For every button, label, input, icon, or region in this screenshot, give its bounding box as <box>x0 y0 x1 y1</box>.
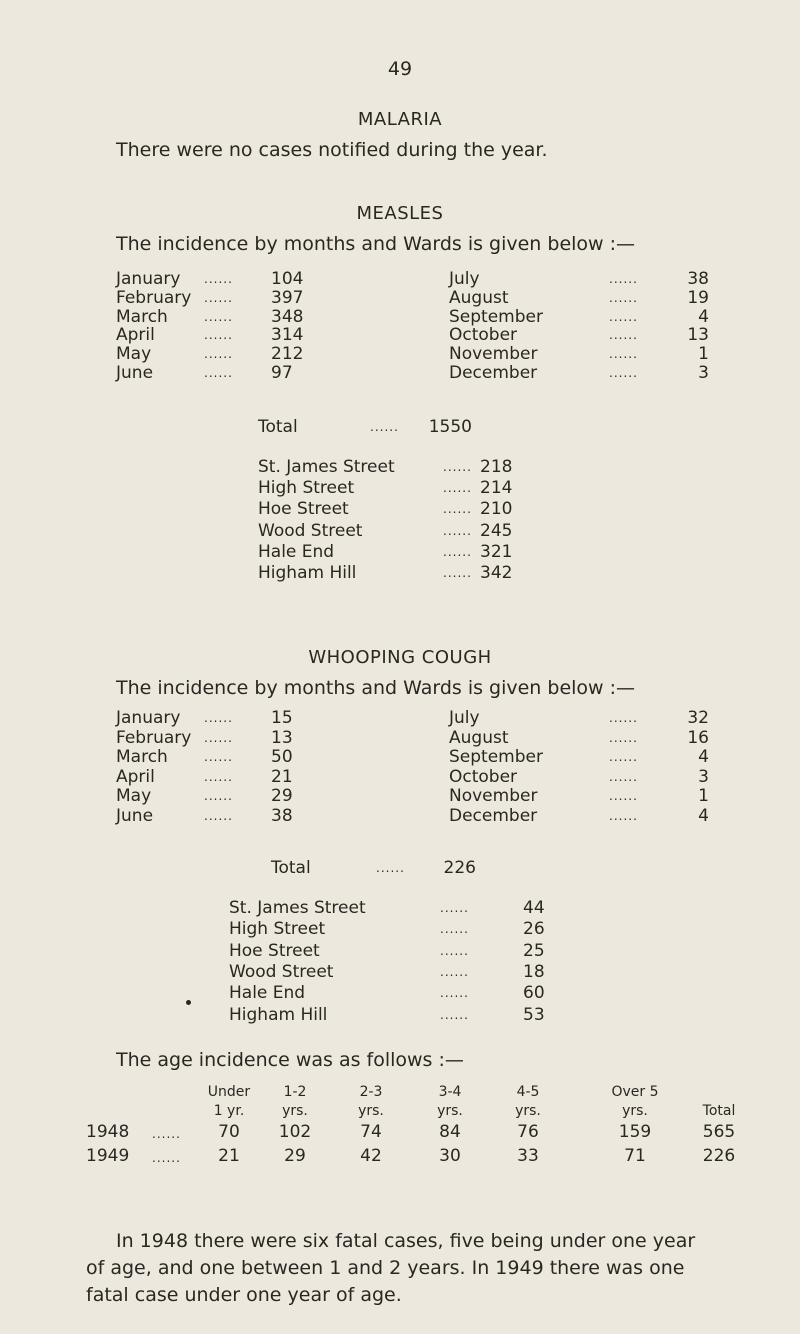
leader-dots: ...... <box>443 566 472 580</box>
month-name: March <box>116 306 168 327</box>
month-name: December <box>449 363 538 383</box>
age-cell: 159 <box>618 1122 652 1142</box>
malaria-heading: MALARIA <box>357 109 443 130</box>
ward-row <box>229 983 589 1005</box>
leader-dots: ...... <box>609 290 638 305</box>
age-header-top: Under <box>207 1084 251 1100</box>
month-row: February ...... 13 <box>116 727 293 748</box>
age-cell: 76 <box>517 1122 539 1142</box>
age-cell: 70 <box>218 1122 240 1142</box>
leader-dots: ...... <box>440 901 469 915</box>
leader-dots: ...... <box>204 769 233 784</box>
leader-dots: ...... <box>204 328 233 343</box>
ward-row <box>258 457 618 479</box>
month-row: April ...... 21 <box>116 766 293 787</box>
leader-dots: ...... <box>204 272 233 286</box>
month-name: June <box>116 805 154 826</box>
leader-dots: ...... <box>443 502 472 517</box>
age-cell: 71 <box>624 1146 646 1166</box>
age-header-top: 3-4 <box>438 1084 462 1100</box>
ward-name: St. James Street <box>258 457 395 477</box>
ward-name: Wood Street <box>229 961 334 982</box>
age-header-top: 1-2 <box>283 1084 307 1100</box>
leader-dots: ...... <box>443 460 472 474</box>
month-value: 3 <box>698 363 709 383</box>
leader-dots: ...... <box>440 943 469 958</box>
ward-row <box>229 962 589 984</box>
month-value: 1 <box>698 344 709 365</box>
ward-row <box>229 941 589 963</box>
month-name: September <box>449 306 543 327</box>
leader-dots: ...... <box>204 366 233 380</box>
month-name: November <box>449 786 538 806</box>
age-header-bottom: Total <box>702 1103 736 1119</box>
leader-dots: ...... <box>609 730 638 745</box>
leader-dots: ...... <box>443 544 472 559</box>
leader-dots: ...... <box>204 711 233 725</box>
measles-total-row <box>258 417 558 439</box>
ward-value: 214 <box>480 478 513 499</box>
leader-dots: ...... <box>609 789 638 803</box>
leader-dots: ...... <box>204 730 233 745</box>
leader-dots: ...... <box>152 1151 181 1165</box>
month-name: August <box>449 287 509 308</box>
month-name: July <box>449 708 480 728</box>
age-row-year: 1949 <box>86 1146 130 1166</box>
ward-value: 342 <box>480 563 513 583</box>
month-row <box>449 806 714 828</box>
leader-dots: ...... <box>609 366 638 380</box>
leader-dots: ...... <box>609 769 638 784</box>
ward-value: 245 <box>480 520 513 541</box>
ward-row <box>258 478 618 500</box>
month-name: January <box>116 269 181 289</box>
month-row: January ...... 15 <box>116 708 293 728</box>
whooping-cough-total-row <box>271 858 531 880</box>
month-name: June <box>116 363 154 383</box>
age-header-top: Over 5 <box>611 1084 659 1100</box>
age-header-bottom: yrs. <box>515 1103 541 1119</box>
leader-dots: ...... <box>204 808 233 823</box>
age-header-top: 4-5 <box>516 1084 540 1100</box>
age-header-top: 2-3 <box>359 1084 383 1100</box>
month-name: February <box>116 727 192 748</box>
ward-row <box>258 521 618 543</box>
leader-dots: ...... <box>443 481 472 496</box>
ward-value: 210 <box>480 499 513 520</box>
month-row <box>449 363 714 385</box>
ward-name: St. James Street <box>229 898 366 918</box>
total-value: 226 <box>443 858 476 878</box>
month-name: February <box>116 287 192 308</box>
total-label: Total <box>258 417 298 437</box>
month-name: August <box>449 727 509 748</box>
age-row-year: 1948 <box>86 1122 130 1142</box>
age-cell: 226 <box>702 1146 736 1166</box>
month-row: February ...... 397 <box>116 287 304 308</box>
month-value: 16 <box>687 727 709 748</box>
month-value: 4 <box>698 805 709 826</box>
month-name: November <box>449 344 538 365</box>
leader-dots: ...... <box>440 922 469 937</box>
leader-dots: ...... <box>443 523 472 538</box>
malaria-text: There were no cases notified during the year. <box>116 139 548 161</box>
age-header-bottom: yrs. <box>282 1103 308 1119</box>
age-header-bottom: 1 yr. <box>213 1103 245 1119</box>
month-value: 38 <box>687 269 709 289</box>
ward-name: Higham Hill <box>258 563 357 583</box>
total-value: 1550 <box>428 417 472 437</box>
closing-line-3: fatal case under one year of age. <box>86 1284 402 1306</box>
month-name: May <box>116 786 152 806</box>
month-name: May <box>116 344 152 365</box>
ward-row <box>258 542 618 564</box>
month-name: October <box>449 325 518 346</box>
ward-name: High Street <box>258 478 355 499</box>
leader-dots: ...... <box>609 750 638 764</box>
leader-dots: ...... <box>204 750 233 764</box>
age-cell: 21 <box>218 1146 240 1166</box>
month-row: June ...... 97 <box>116 363 293 383</box>
month-row: January ...... 104 <box>116 269 304 289</box>
ward-name: Hoe Street <box>258 499 349 520</box>
leader-dots: ...... <box>204 789 233 803</box>
month-value: 4 <box>698 747 709 767</box>
ward-name: Hale End <box>258 541 335 562</box>
total-label: Total <box>271 858 311 878</box>
ward-row <box>229 1005 589 1027</box>
leader-dots: ...... <box>609 808 638 823</box>
age-cell: 102 <box>278 1122 312 1142</box>
month-name: July <box>449 269 480 289</box>
ward-row <box>258 563 618 585</box>
ward-row <box>229 919 589 941</box>
leader-dots: ...... <box>370 420 399 434</box>
leader-dots: ...... <box>152 1127 181 1141</box>
month-value: 19 <box>687 287 709 308</box>
ward-value: 26 <box>523 919 545 940</box>
age-cell: 565 <box>702 1122 736 1142</box>
ward-value: 44 <box>523 898 545 918</box>
ward-value: 25 <box>523 940 545 961</box>
month-value: 32 <box>687 708 709 728</box>
ward-value: 53 <box>523 1004 545 1025</box>
leader-dots: ...... <box>440 1007 469 1022</box>
ward-value: 218 <box>480 457 513 477</box>
leader-dots: ...... <box>609 711 638 725</box>
month-row: June ...... 38 <box>116 805 293 826</box>
month-name: March <box>116 747 168 767</box>
bullet-mark <box>186 1000 191 1005</box>
whooping-cough-intro: The incidence by months and Wards is given below :— <box>116 677 636 699</box>
age-cell: 84 <box>439 1122 461 1142</box>
leader-dots: ...... <box>609 309 638 324</box>
leader-dots: ...... <box>440 986 469 1001</box>
ward-value: 60 <box>523 983 545 1004</box>
age-header-bottom: yrs. <box>437 1103 463 1119</box>
age-header-bottom: yrs. <box>622 1103 648 1119</box>
measles-intro: The incidence by months and Wards is given below :— <box>116 233 636 255</box>
month-name: December <box>449 805 538 826</box>
age-header-bottom: yrs. <box>358 1103 384 1119</box>
leader-dots: ...... <box>204 309 233 324</box>
ward-name: Higham Hill <box>229 1004 328 1025</box>
age-cell: 30 <box>439 1146 461 1166</box>
leader-dots: ...... <box>204 290 233 305</box>
month-value: 13 <box>687 325 709 346</box>
month-value: 3 <box>698 766 709 787</box>
ward-value: 18 <box>523 961 545 982</box>
ward-name: High Street <box>229 919 326 940</box>
ward-value: 321 <box>480 541 513 562</box>
age-cell: 33 <box>517 1146 539 1166</box>
month-row: May ...... 212 <box>116 344 304 365</box>
month-row: March ...... 50 <box>116 747 293 767</box>
month-value: 1 <box>698 786 709 806</box>
month-row: May ...... 29 <box>116 786 293 806</box>
leader-dots: ...... <box>609 272 638 286</box>
month-name: October <box>449 766 518 787</box>
ward-name: Hale End <box>229 983 306 1004</box>
leader-dots: ...... <box>376 861 405 875</box>
leader-dots: ...... <box>204 347 233 362</box>
month-name: April <box>116 325 155 346</box>
month-name: April <box>116 766 155 787</box>
age-intro: The age incidence was as follows :— <box>116 1049 464 1071</box>
age-cell: 74 <box>360 1122 382 1142</box>
month-value: 4 <box>698 306 709 327</box>
ward-name: Wood Street <box>258 520 363 541</box>
ward-row <box>258 499 618 521</box>
page-number: 49 <box>387 58 413 80</box>
leader-dots: ...... <box>609 328 638 343</box>
whooping-cough-heading: WHOOPING COUGH <box>308 647 492 668</box>
leader-dots: ...... <box>609 347 638 362</box>
age-cell: 29 <box>284 1146 306 1166</box>
closing-line-1: In 1948 there were six fatal cases, five being under one year <box>116 1230 696 1252</box>
ward-row <box>229 898 589 920</box>
month-name: September <box>449 747 543 767</box>
month-row: April ...... 314 <box>116 325 304 346</box>
measles-heading: MEASLES <box>356 203 444 224</box>
leader-dots: ...... <box>440 964 469 979</box>
closing-line-2: of age, and one between 1 and 2 years. In 1949 there was one <box>86 1257 685 1279</box>
month-name: January <box>116 708 181 728</box>
age-cell: 42 <box>360 1146 382 1166</box>
month-row: March ...... 348 <box>116 306 304 327</box>
ward-name: Hoe Street <box>229 940 320 961</box>
